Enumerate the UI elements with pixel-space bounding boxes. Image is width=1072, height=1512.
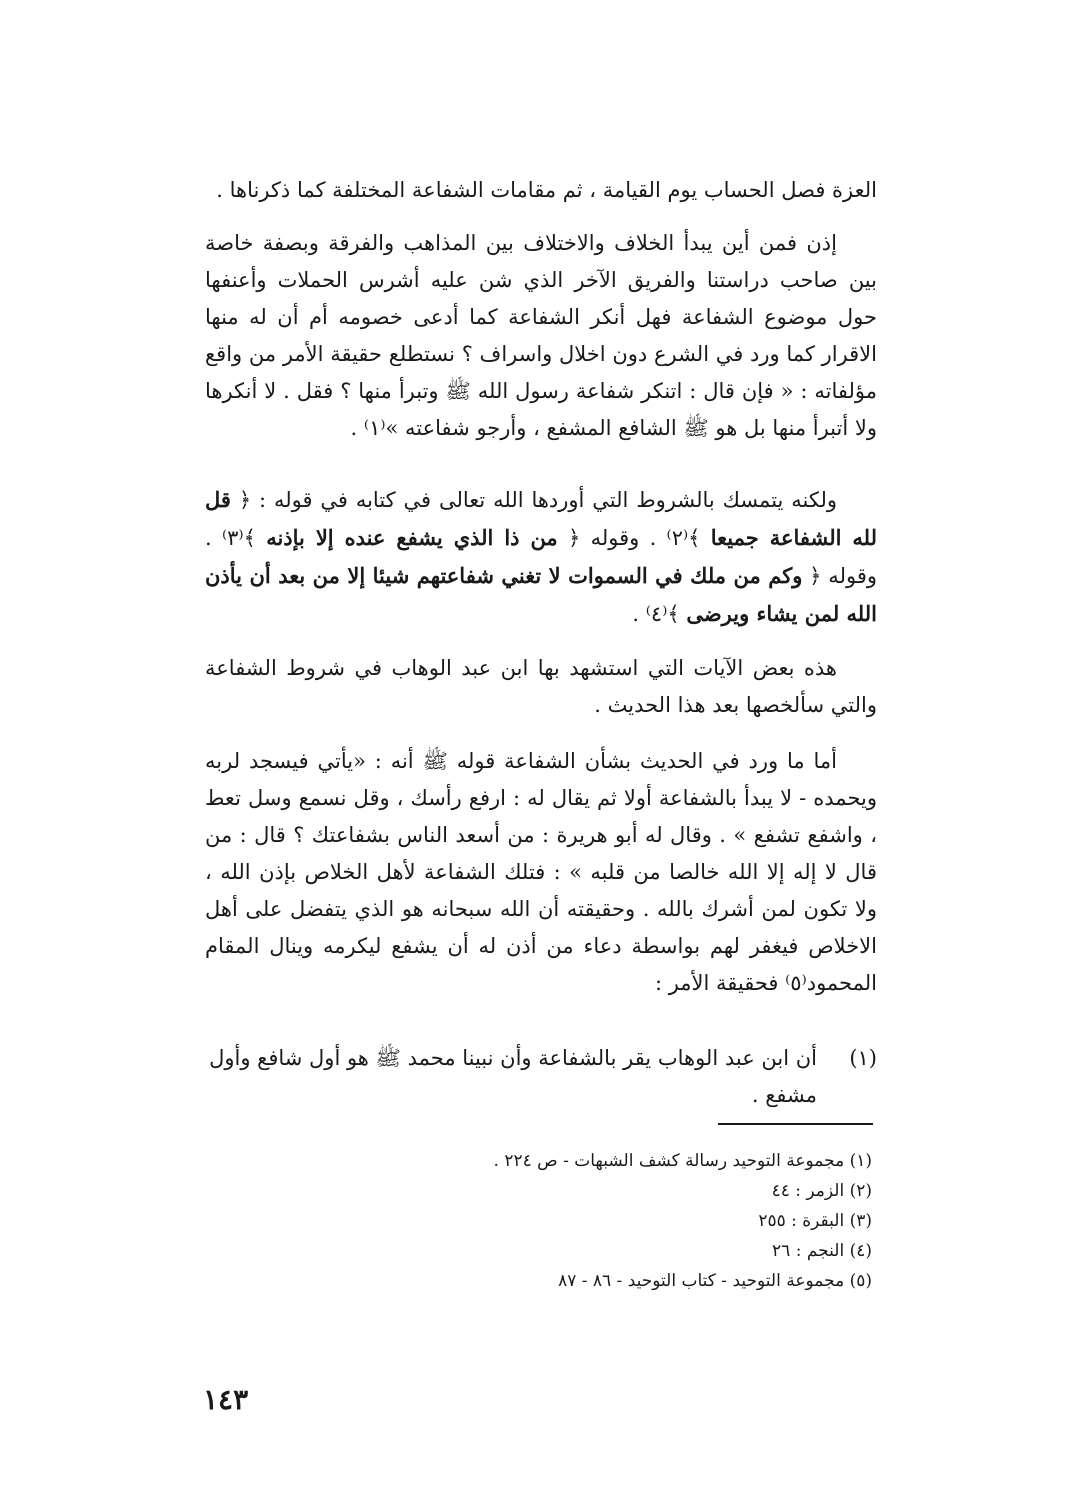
footnote-item: (٥) مجموعة التوحيد - كتاب التوحيد - ٨٦ - ٨٧ <box>558 1271 872 1291</box>
paragraph-text: العزة فصل الحساب يوم القيامة ، ثم مقامات الشفاعة المختلفة كما ذكرناها . <box>216 178 877 202</box>
footnote-item: (٢) الزمر : ٤٤ <box>771 1181 872 1201</box>
paragraph-text: إذن فمن أين يبدأ الخلاف والاختلاف بين المذاهب والفرقة وبصفة خاصة بين صاحب دراستنا والفريق الآخر الذي شن عليه أشرس الحملات وأعنفها حول موضوع الشفاعة فهل أنكر الشفاعة كما أدعى خصومه أم أن له منها الاقرار كما ورد في الشرع دون اخلال واسراف ؟ نستطلع حقيقة الأمر من واقع مؤلفاته : « فإن قال : اتنكر شفاعة رسول الله ﷺ وتبرأ منها ؟ فقل . لا أنكرها ولا أتبرأ منها بل هو ﷺ الشافع المشفع ، وأرجو شفاعته »⁽١⁾ . <box>205 231 877 440</box>
point-number: (١) <box>849 1046 877 1070</box>
footnote-divider <box>718 1123 873 1125</box>
verse-end: ﴾⁽٢⁾ . وقوله ﴿ <box>557 526 711 550</box>
paragraph-text: أما ما ورد في الحديث بشأن الشفاعة قوله ﷺ أنه : «يأتي فيسجد لربه ويحمده - لا يبدأ بالشفاعة أولا ثم يقال له : ارفع رأسك ، وقل نسمع وسل تعط ، واشفع تشفع » . وقال له أبو هريرة : من أسعد الناس بشفاعتك ؟ قال : من قال لا إله إلا الله خالصا من قلبه » : فتلك الشفاعة لأهل الخلاص بإذن الله ، ولا تكون لمن أشرك بالله . وحقيقته أن الله سبحانه هو الذي يتفضل على أهل الاخلاص فيغفر لهم بواسطة دعاء من أذن له أن يشفع ليكرمه وينال المقام المحمود⁽٥⁾ فحقيقة الأمر : <box>205 749 877 995</box>
footnote-item: (٤) النجم : ٢٦ <box>772 1241 872 1261</box>
paragraph-continuation <box>205 172 877 209</box>
quran-verse: قل لله الشفاعة جميعا <box>205 487 878 550</box>
paragraph-text: هذه بعض الآيات التي استشهد بها ابن عبد الوهاب في شروط الشفاعة والتي سألخصها بعد هذا الحديث . <box>205 656 877 717</box>
paragraph-intro-debate <box>205 225 877 447</box>
quran-verse: وكم من ملك في السموات لا تغني شفاعتهم شيئا إلا من بعد أن يأذن الله لمن يشاء ويرضى <box>205 563 877 626</box>
paragraph-hadith <box>205 743 877 1002</box>
paragraph-verses-summary <box>205 650 877 724</box>
paragraph-text: ولكنه يتمسك بالشروط التي أوردها الله تعالى في كتابه في قوله : ﴿ <box>230 488 837 512</box>
verse-end: ﴾⁽٤⁾ . <box>632 602 687 626</box>
point-text: أن ابن عبد الوهاب يقر بالشفاعة وأن نبينا محمد ﷺ هو أول شافع وأول مشفع . <box>209 1046 817 1107</box>
footnotes <box>400 1146 872 1296</box>
verse-end: ﴾⁽٣⁾ . وقوله ﴿ <box>205 526 877 588</box>
page-number: ١٤٣ <box>203 1383 249 1416</box>
footnote-item: (٣) البقرة : ٢٥٥ <box>758 1211 872 1231</box>
quran-verse: من ذا الذي يشفع عنده إلا بإذنه <box>266 525 558 550</box>
numbered-point <box>205 1040 877 1114</box>
paragraph-quranic-conditions <box>205 481 877 633</box>
footnote-item: (١) مجموعة التوحيد رسالة كشف الشبهات - ص ٢٢٤ . <box>493 1151 872 1171</box>
